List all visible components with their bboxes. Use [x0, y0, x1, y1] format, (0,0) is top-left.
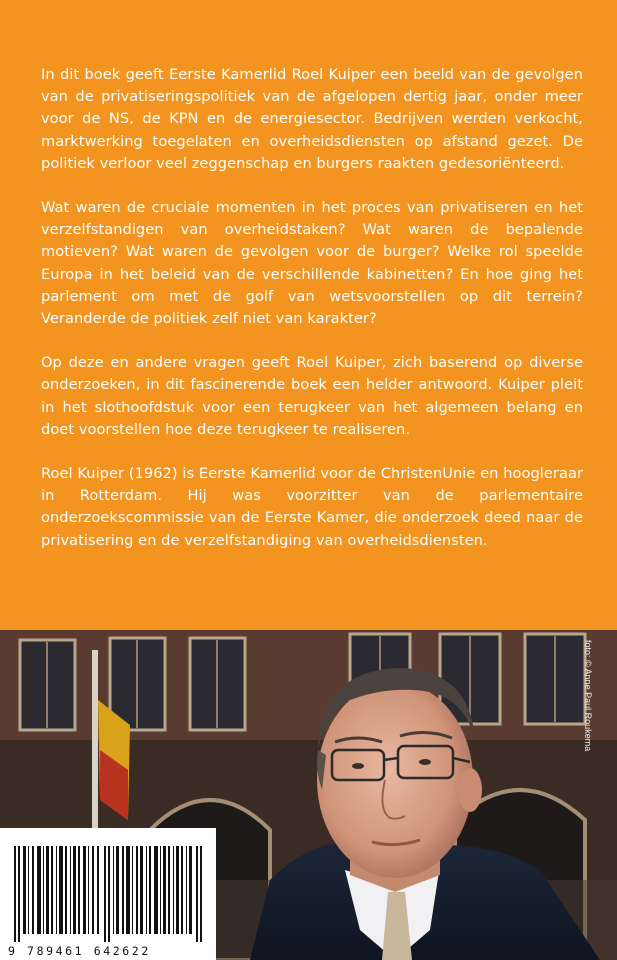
photo-credit: foto: © Anne Paul Roukema	[583, 640, 593, 752]
barcode-bars	[14, 846, 202, 942]
isbn-barcode	[0, 828, 216, 960]
blurb-paragraph-2: Wat waren de cruciale momenten in het proces van privatiseren en het verzelfstandigen van overheidstaken? Wat waren de bepalende motieven? Wat waren de gevolgen voor de burger? Welke rol speelde Europa in het beleid van de verschillende kabinetten? En hoe ging het parlement om met de golf van wetsvoorstellen op dit terrein? Veranderde de politiek zelf niet van karakter?	[41, 199, 583, 328]
blurb-paragraph-4: Roel Kuiper (1962) is Eerste Kamerlid voor de ChristenUnie en hoogleraar in Rotterdam. Hij was voorzitter van de parlementaire onderzoekscommissie van de Eerste Kamer, die onderzoek deed naar de privatisering en de verzelfstandiging van overheidsdiensten.	[41, 465, 583, 549]
blurb-paragraph-1: In dit boek geeft Eerste Kamerlid Roel Kuiper een beeld van de gevolgen van de privatiseringspolitiek van de afgelopen dertig jaar, onder meer voor de NS, de KPN en de energiesector. Bedrijven werden verkocht, marktwerking toegelaten en overheidsdiensten op afstand gezet. De politiek verloor veel zeggenschap en burgers raakten gedesoriënteerd.	[41, 66, 583, 172]
blurb-text	[41, 64, 583, 574]
blurb-paragraph-3: Op deze en andere vragen geeft Roel Kuiper, zich baserend op diverse onderzoeken, in dit fascinerende boek een helder antwoord. Kuiper pleit in het slothoofdstuk voor een terugkeer van het algemeen belang en doet voorstellen hoe deze terugkeer te realiseren.	[41, 354, 583, 438]
isbn-number: 9 789461 642622	[8, 944, 151, 958]
